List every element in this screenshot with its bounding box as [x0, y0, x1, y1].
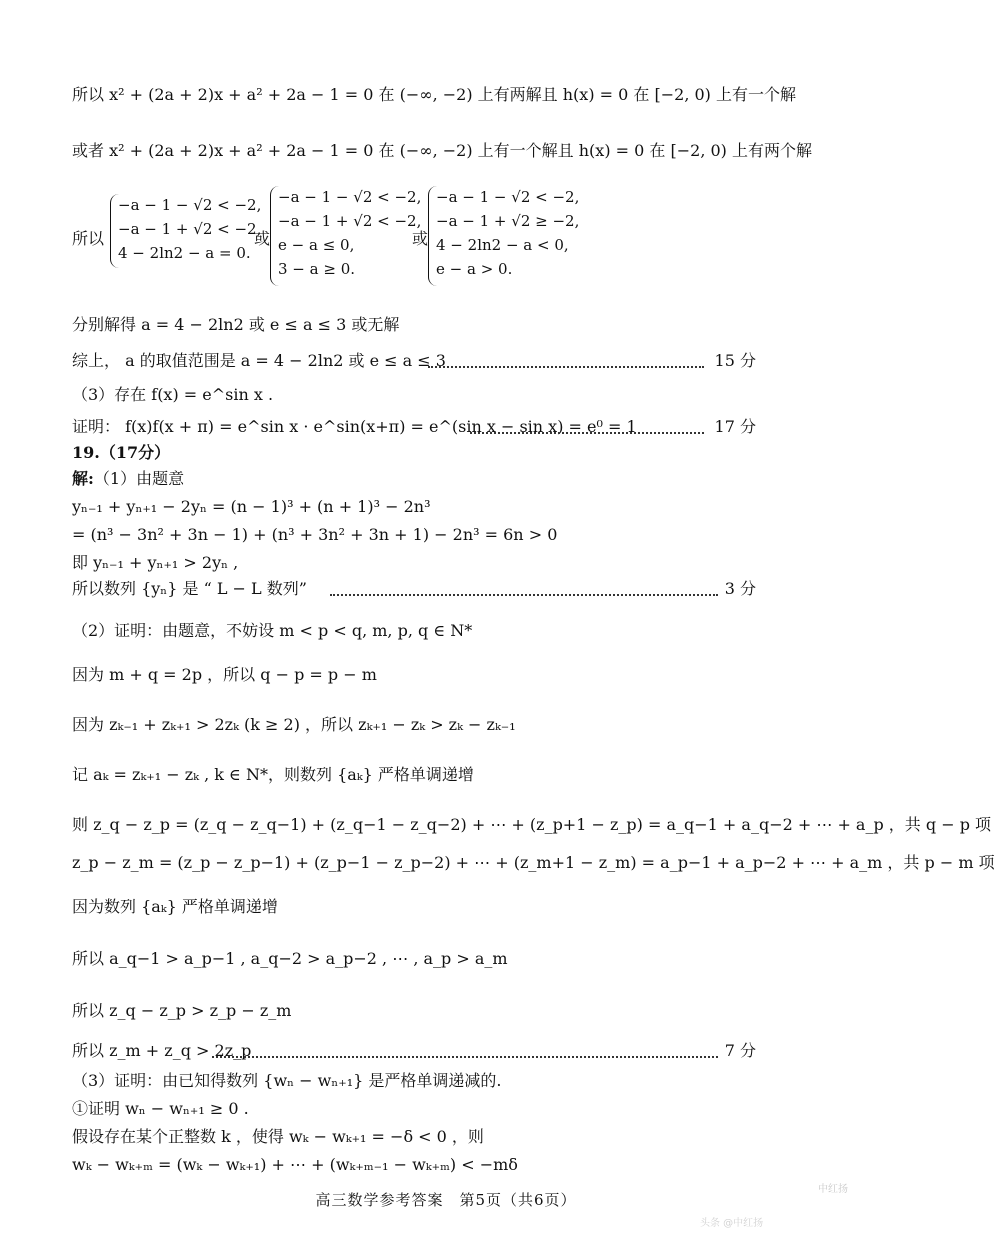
proof-line: 证明： f(x)f(x + π) = e^sin x · e^sin(x+π) = e^(sin x − sin x) = e⁰ = 1 [72, 417, 637, 436]
part2-step-e: z_p − z_m = (z_p − z_p−1) + (z_p−1 − z_p−2) + ⋯ + (z_m+1 − z_m) = a_p−1 + a_p−2 + ⋯ + a_m ，共 p − m 项 [72, 853, 995, 872]
part2-step-i: 所以 z_m + z_q > 2z_p [72, 1041, 252, 1060]
system-1-row: 4 − 2ln2 − a = 0. [118, 244, 251, 262]
system-2 [278, 186, 421, 282]
page-footer: 高三数学参考答案 第5页（共6页） [315, 1191, 577, 1209]
equation-3: 即 yₙ₋₁ + yₙ₊₁ > 2yₙ , [72, 553, 239, 572]
system-2-row: e − a ≤ 0, [278, 236, 355, 254]
part3-step-b: 假设存在某个正整数 k ，使得 wₖ − wₖ₊₁ = −δ < 0 ，则 [72, 1127, 484, 1146]
summary-line: 综上， a 的取值范围是 a = 4 − 2ln2 或 e ≤ a ≤ 3 [72, 351, 446, 370]
system-1 [118, 194, 261, 266]
part2-step-d: 则 z_q − z_p = (z_q − z_q−1) + (z_q−1 − z_q−2) + ⋯ + (z_p+1 − z_p) = a_q−1 + a_q−2 + ⋯ + a_p ，共 q − p 项 [72, 815, 992, 834]
part3-step-c: wₖ − wₖ₊ₘ = (wₖ − wₖ₊₁) + ⋯ + (wₖ₊ₘ₋₁ − wₖ₊ₘ) < −mδ [72, 1155, 518, 1174]
part2-step-c: 记 aₖ = zₖ₊₁ − zₖ , k ∈ N*，则数列 {aₖ} 严格单调递增 [72, 765, 474, 784]
or-joiner-2: 或 [412, 229, 429, 248]
score-3: 3 分 [724, 579, 756, 598]
system-1-row: −a − 1 + √2 < −2, [118, 220, 262, 238]
part2-step-b: 因为 zₖ₋₁ + zₖ₊₁ > 2zₖ (k ≥ 2) ，所以 zₖ₊₁ − zₖ > zₖ − zₖ₋₁ [72, 715, 516, 734]
system-2-row: −a − 1 − √2 < −2, [278, 188, 422, 206]
part3-proof: （3）证明：由已知得数列 {wₙ − wₙ₊₁} 是严格单调递减的. [72, 1071, 502, 1090]
equation-1: yₙ₋₁ + yₙ₊₁ − 2yₙ = (n − 1)³ + (n + 1)³ − 2n³ [72, 497, 431, 516]
question-19-title: 19.（17分） [72, 443, 171, 462]
system-2-row: 3 − a ≥ 0. [278, 260, 356, 278]
part2-step-h: 所以 z_q − z_p > z_p − z_m [72, 1001, 292, 1020]
watermark-text: 头条 @中红扬 [700, 1218, 764, 1229]
dotted-leader [428, 366, 704, 368]
or-joiner-1: 或 [254, 229, 271, 248]
equation-4: 所以数列 {yₙ} 是 “ L − L 数列” [72, 579, 307, 598]
system-3-row: e − a > 0. [436, 260, 513, 278]
dotted-leader [470, 432, 704, 434]
solution-start [72, 468, 184, 490]
system-3-row: −a − 1 + √2 ≥ −2, [436, 212, 580, 230]
condition-line-1: 所以 x² + (2a + 2)x + a² + 2a − 1 = 0 在 (−∞, −2) 上有两解且 h(x) = 0 在 [−2, 0) 上有一个解 [72, 85, 797, 104]
score-7: 7 分 [724, 1041, 756, 1060]
dotted-leader [330, 594, 718, 596]
part2-step-f: 因为数列 {aₖ} 严格单调递增 [72, 897, 278, 916]
part2-step-a: 因为 m + q = 2p ，所以 q − p = p − m [72, 665, 377, 684]
inequality-systems [72, 186, 592, 294]
system-2-row: −a − 1 + √2 < −2, [278, 212, 422, 230]
equation-2: = (n³ − 3n² + 3n − 1) + (n³ + 3n² + 3n + 1) − 2n³ = 6n > 0 [72, 525, 558, 544]
part3-step-a: ①证明 wₙ − wₙ₊₁ ≥ 0 . [72, 1099, 249, 1118]
solution-label: 解: [72, 469, 94, 488]
part3-line: （3）存在 f(x) = e^sin x . [72, 385, 274, 404]
score-15: 15 分 [714, 351, 756, 370]
part2-line: （2）证明：由题意，不妨设 m < p < q, m, p, q ∈ N* [72, 621, 473, 640]
part2-step-g: 所以 a_q−1 > a_p−1 , a_q−2 > a_p−2 , ⋯ , a_p > a_m [72, 949, 508, 968]
dotted-leader [212, 1056, 718, 1058]
system-1-row: −a − 1 − √2 < −2, [118, 196, 262, 214]
system-3-row: −a − 1 − √2 < −2, [436, 188, 580, 206]
solve-line: 分别解得 a = 4 − 2ln2 或 e ≤ a ≤ 3 或无解 [72, 315, 400, 334]
solution-part1: （1）由题意 [93, 469, 185, 488]
system-3-row: 4 − 2ln2 − a < 0, [436, 236, 569, 254]
system-3 [436, 186, 579, 282]
watermark-logo: 中红扬 [818, 1184, 848, 1195]
systems-label: 所以 [72, 229, 105, 248]
condition-line-2: 或者 x² + (2a + 2)x + a² + 2a − 1 = 0 在 (−∞, −2) 上有一个解且 h(x) = 0 在 [−2, 0) 上有两个解 [72, 141, 813, 160]
score-17: 17 分 [714, 417, 756, 436]
